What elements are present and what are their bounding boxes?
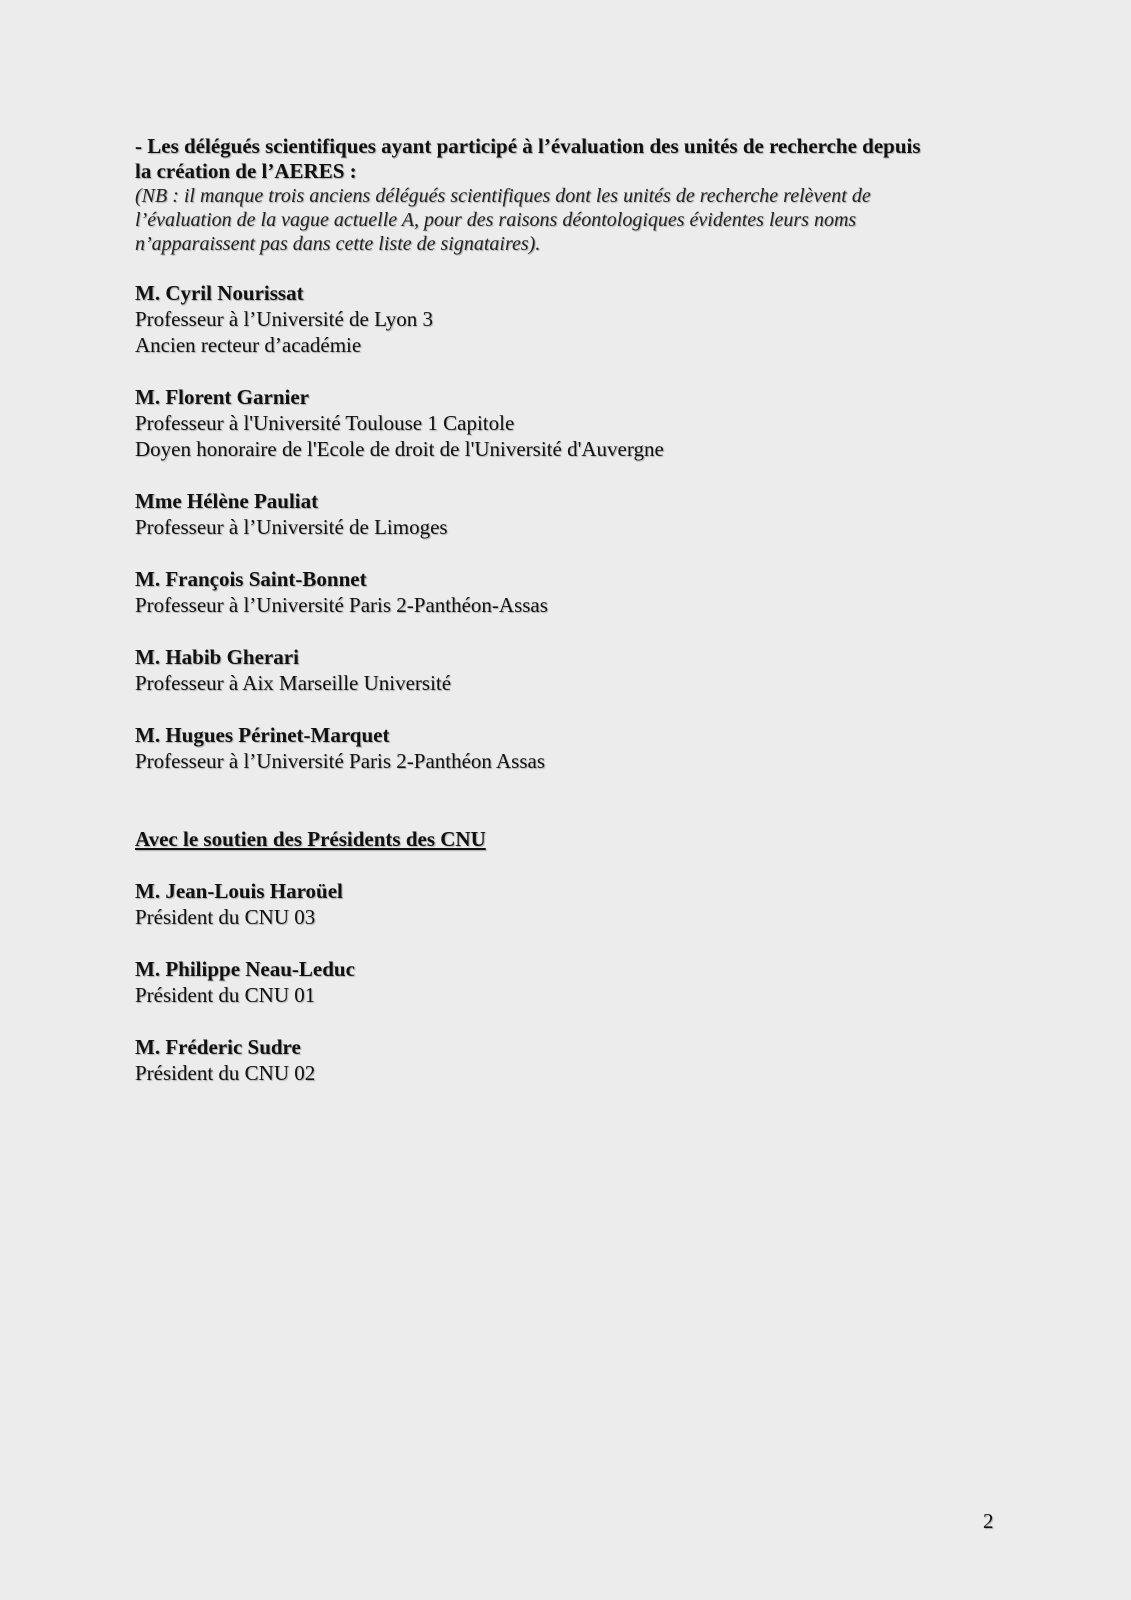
signatory-title: Professeur à l’Université Paris 2-Panthéon Assas: [135, 749, 546, 773]
note-block: [135, 184, 1005, 256]
signatory-block: [135, 878, 1005, 930]
heading-line-1: - Les délégués scientifiques ayant participé à l’évaluation des unités de recherche depuis: [135, 134, 921, 158]
note-line-1: (NB : il manque trois anciens délégués scientifiques dont les unités de recherche relèvent de: [135, 185, 871, 207]
signatory-block: [135, 1034, 1005, 1086]
signatory-title: Ancien recteur d’académie: [135, 333, 362, 357]
signatory-name: M. Cyril Nourissat: [135, 281, 304, 305]
signatory-name: M. Fréderic Sudre: [135, 1035, 301, 1059]
signatory-block: [135, 566, 1005, 618]
signatory-block: [135, 722, 1005, 774]
signatory-name: Mme Hélène Pauliat: [135, 489, 319, 513]
signatory-title: Professeur à Aix Marseille Université: [135, 671, 452, 695]
signatory-title: Président du CNU 02: [135, 1061, 316, 1085]
signatory-name: M. François Saint-Bonnet: [135, 567, 367, 591]
signatory-title: Président du CNU 03: [135, 905, 316, 929]
heading-line-2: la création de l’AERES :: [135, 159, 357, 183]
signatory-name: M. Philippe Neau-Leduc: [135, 957, 355, 981]
page-number: 2: [983, 1509, 994, 1533]
signatory-block: [135, 384, 1005, 462]
signatory-title: Professeur à l’Université de Limoges: [135, 515, 448, 539]
document-body: [135, 134, 1005, 1086]
signatory-name: M. Hugues Périnet-Marquet: [135, 723, 390, 747]
signatory-title: Professeur à l’Université Paris 2-Panthéon-Assas: [135, 593, 548, 617]
signatory-title: Doyen honoraire de l'Ecole de droit de l'Université d'Auvergne: [135, 437, 664, 461]
signatory-name: M. Jean-Louis Haroüel: [135, 879, 343, 903]
signatory-block: [135, 488, 1005, 540]
signatory-name: M. Florent Garnier: [135, 385, 309, 409]
section-heading: [135, 134, 1005, 184]
support-heading: Avec le soutien des Présidents des CNU: [135, 827, 486, 851]
signatory-name: M. Habib Gherari: [135, 645, 299, 669]
signatory-title: Président du CNU 01: [135, 983, 316, 1007]
note-line-2: l’évaluation de la vague actuelle A, pour des raisons déontologiques évidentes leurs noms: [135, 209, 857, 231]
note-line-3: n’apparaissent pas dans cette liste de signataires).: [135, 233, 541, 255]
signatory-block: [135, 280, 1005, 358]
signatory-block: [135, 644, 1005, 696]
signatory-title: Professeur à l’Université de Lyon 3: [135, 307, 434, 331]
signatory-title: Professeur à l'Université Toulouse 1 Capitole: [135, 411, 515, 435]
signatory-block: [135, 956, 1005, 1008]
